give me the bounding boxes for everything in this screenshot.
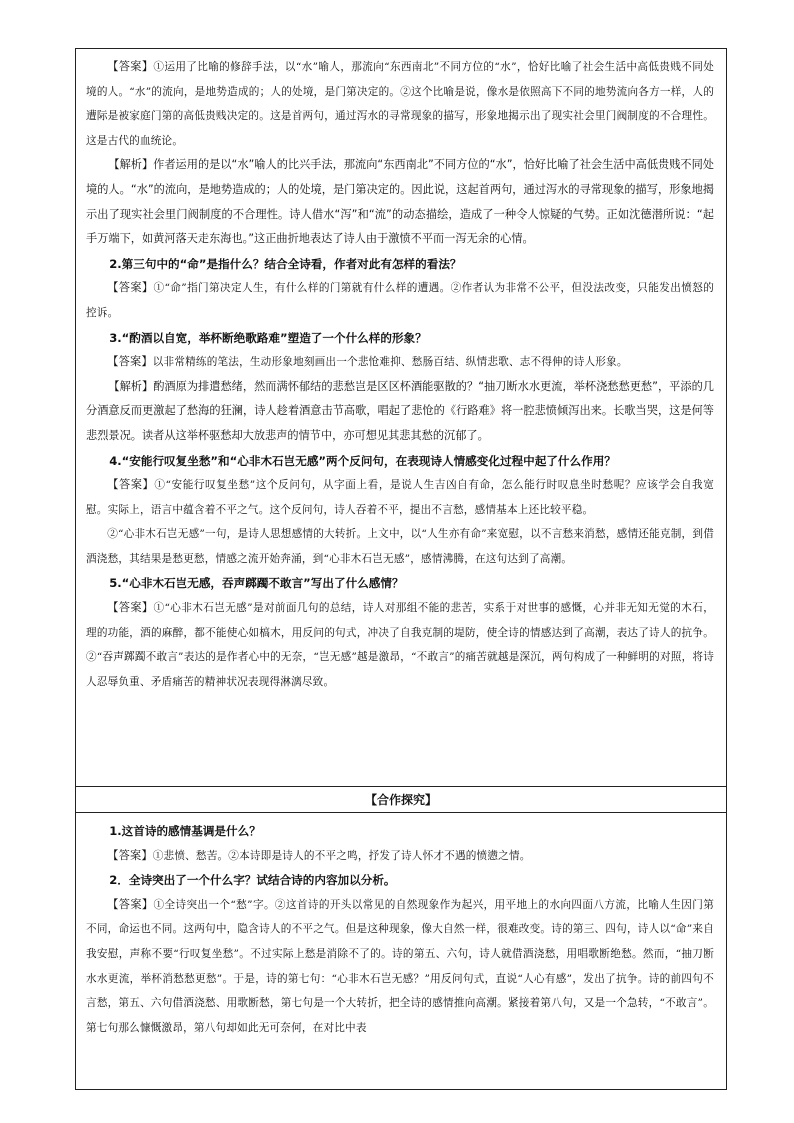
- cooperation-content: [76, 813, 726, 1040]
- answer-label: 【答案】: [107, 897, 154, 911]
- paragraph-text: ①“命”指门第决定人生，有什么样的门第就有什么样的遭遇。②作者认为非常不公平，但没法改变，只能发出愤怒的控诉。: [86, 282, 714, 319]
- answer-label: 【答案】: [107, 478, 155, 492]
- question-heading: 2.第三句中的“命”是指什么？结合全诗看，作者对此有怎样的看法？: [109, 256, 462, 271]
- answer-table: [75, 48, 727, 1090]
- answer-paragraph: [86, 276, 714, 325]
- paragraph-text: 以非常精练的笔法，生动形象地刻画出一个悲怆难抑、愁肠百结、纵情悲歌、志不得伸的诗人形象。: [152, 356, 628, 369]
- answer-paragraph: [86, 893, 714, 1041]
- paragraph-text: ①悲愤、愁苦。②本诗即是诗人的不平之鸣，抒发了诗人怀才不遇的愤懑之情。: [152, 849, 531, 862]
- question-heading: 1.这首诗的感情基调是什么？: [109, 824, 261, 838]
- paragraph-text: ①运用了比喻的修辞手法，以“水”喻人，那流向“东西南北”不同方位的“水”，恰好比喻了社会生活中高低贵贱不同处境的人。“水”的流向，是地势造成的；人的处境，是门第决定的。②这个比喻是说，像水是依照高下不同的地势流向各方一样，人的遭际是被家庭门第的高低贵贱决定的。这是首两句，通过泻水的寻常现象的描写，形象地揭示出了现实社会里门阀制度的不合理性。这是古代的血统论。: [86, 61, 714, 147]
- paragraph-text: ①“心非木石岂无感”是对前面几句的总结，诗人对那组不能的悲苦，实系于对世事的感慨，心并非无知无觉的木石，理的功能，酒的麻醉，都不能使心如槁木，用反问的句式，冲决了自我克制的堤防，使全诗的情感达到了高潮，表达了诗人的抗争。②“吞声踯躅不敢言”表达的是作者心中的无奈，“岂无感”越是激昂，“不敢言”的痛苦就越是深沉，两句构成了一种鲜明的对照，将诗人忍辱负重、矛盾痛苦的精神状况表现得淋漓尽致。: [86, 602, 714, 688]
- answer-paragraph: [86, 473, 714, 522]
- answer-label: 【答案】: [107, 848, 153, 862]
- analysis-label: 【解析】: [108, 379, 154, 393]
- answer-content: [76, 49, 726, 694]
- answer-label: 【答案】: [107, 355, 153, 369]
- answer-paragraph: [86, 55, 714, 153]
- answer-cell: [76, 49, 726, 787]
- section-header-cooperation: [76, 787, 726, 813]
- analysis-paragraph: [86, 375, 714, 449]
- question-heading: 4.“安能行叹复坐愁”和“心非木石岂无感”两个反问句，在表现诗人情感变化过程中起了什么作用？: [109, 453, 616, 468]
- answer-label: 【答案】: [107, 281, 154, 295]
- paragraph-text: ②“心非木石岂无感”一句，是诗人思想感情的大转折。上文中，以“人生亦有命”来宽慰，以不言愁来消愁，感情还能克制，到借酒浇愁，其结果是愁更愁，情感之流开始奔涌，到“心非木石岂无感”，感情沸腾，在这句达到了高潮。: [86, 528, 714, 565]
- paragraph-text: ①全诗突出一个“愁”字。②这首诗的开头以常见的自然现象作为起兴，用平地上的水向四面八方流，比喻人生因门第不同，命运也不同。这两句中，隐含诗人的不平之气。但是这种现象，像大自然一样，很难改变。诗的第三、四句，诗人以“命”来自我安慰，声称不要“行叹复坐愁”。不过实际上愁是消除不了的。诗的第五、六句，诗人就借酒浇愁，用唱歌断绝愁。然而，“抽刀断水水更流，举杯消愁愁更愁”。于是，诗的第七句：“心非木石岂无感？”用反问句式，直说“人心有感”，发出了抗争。诗的前四句不言愁，第五、六句借酒浇愁、用歌断愁，第七句是一个大转折，把全诗的感情推向高潮。紧接着第八句，又是一个急转，“不敢言”。第七句那么慷慨激昂，第八句却如此无可奈何，在对比中表: [86, 898, 714, 1034]
- analysis-label: 【解析】: [108, 158, 154, 172]
- paragraph-text: ①“安能行叹复坐愁”这个反问句，从字面上看，是说人生吉凶自有命，怎么能行时叹息坐时愁呢？应该学会自我宽慰。实际上，语言中蕴含着不平之气。这个反问句，诗人吞着不平，提出不言愁，感情基本上还比较平稳。: [86, 479, 714, 516]
- answer-paragraph: [86, 596, 714, 694]
- answer-paragraph: [86, 350, 714, 375]
- answer-label: 【答案】: [107, 60, 154, 73]
- question-heading: 3.“酌酒以自宽，举杯断绝歌路难”塑造了一个什么样的形象？: [109, 330, 427, 345]
- question-heading: 5.“心非木石岂无感，吞声踯躅不敢言”写出了什么感情？: [109, 576, 404, 591]
- question-heading: 2．全诗突出了一个什么字？试结合诗的内容加以分析。: [109, 873, 396, 888]
- paragraph-text: 作者运用的是以“水”喻人的比兴手法，那流向“东西南北”不同方位的“水”，恰好比喻了社会生活中高低贵贱不同处境的人。“水”的流向，是地势造成的；人的处境，是门第决定的。因此说，这起首两句，通过泻水的寻常现象的描写，形象地揭示出了现实社会里门阀制度的不合理性。诗人借水“泻”和“流”的动态描绘，造成了一种令人惊疑的气势。正如沈德潜所说：“起手万端下，如黄河落天走东海也。”这正曲折地表达了诗人由于激愤不平而一泻无余的心情。: [86, 158, 714, 246]
- answer-paragraph: [86, 522, 714, 571]
- cooperation-cell: [76, 813, 726, 1089]
- paragraph-text: 酌酒原为排遣愁绪，然而满怀郁结的悲愁岂是区区杯酒能驱散的？“抽刀断水水更流，举杯浇愁愁更愁”，平添的几分酒意反而更激起了愁海的狂澜，诗人趁着酒意击节高歌，唱起了悲怆的《行路难》将一腔悲愤倾泻出来。长歌当哭，这是何等悲烈景况。读者从这举杯驱愁却大放悲声的情节中，亦可想见其悲其愁的沉郁了。: [86, 379, 714, 442]
- analysis-paragraph: [86, 153, 714, 251]
- section-header-title: 【合作探究】: [364, 793, 437, 807]
- answer-label: 【答案】: [107, 601, 154, 615]
- answer-paragraph: [86, 844, 714, 869]
